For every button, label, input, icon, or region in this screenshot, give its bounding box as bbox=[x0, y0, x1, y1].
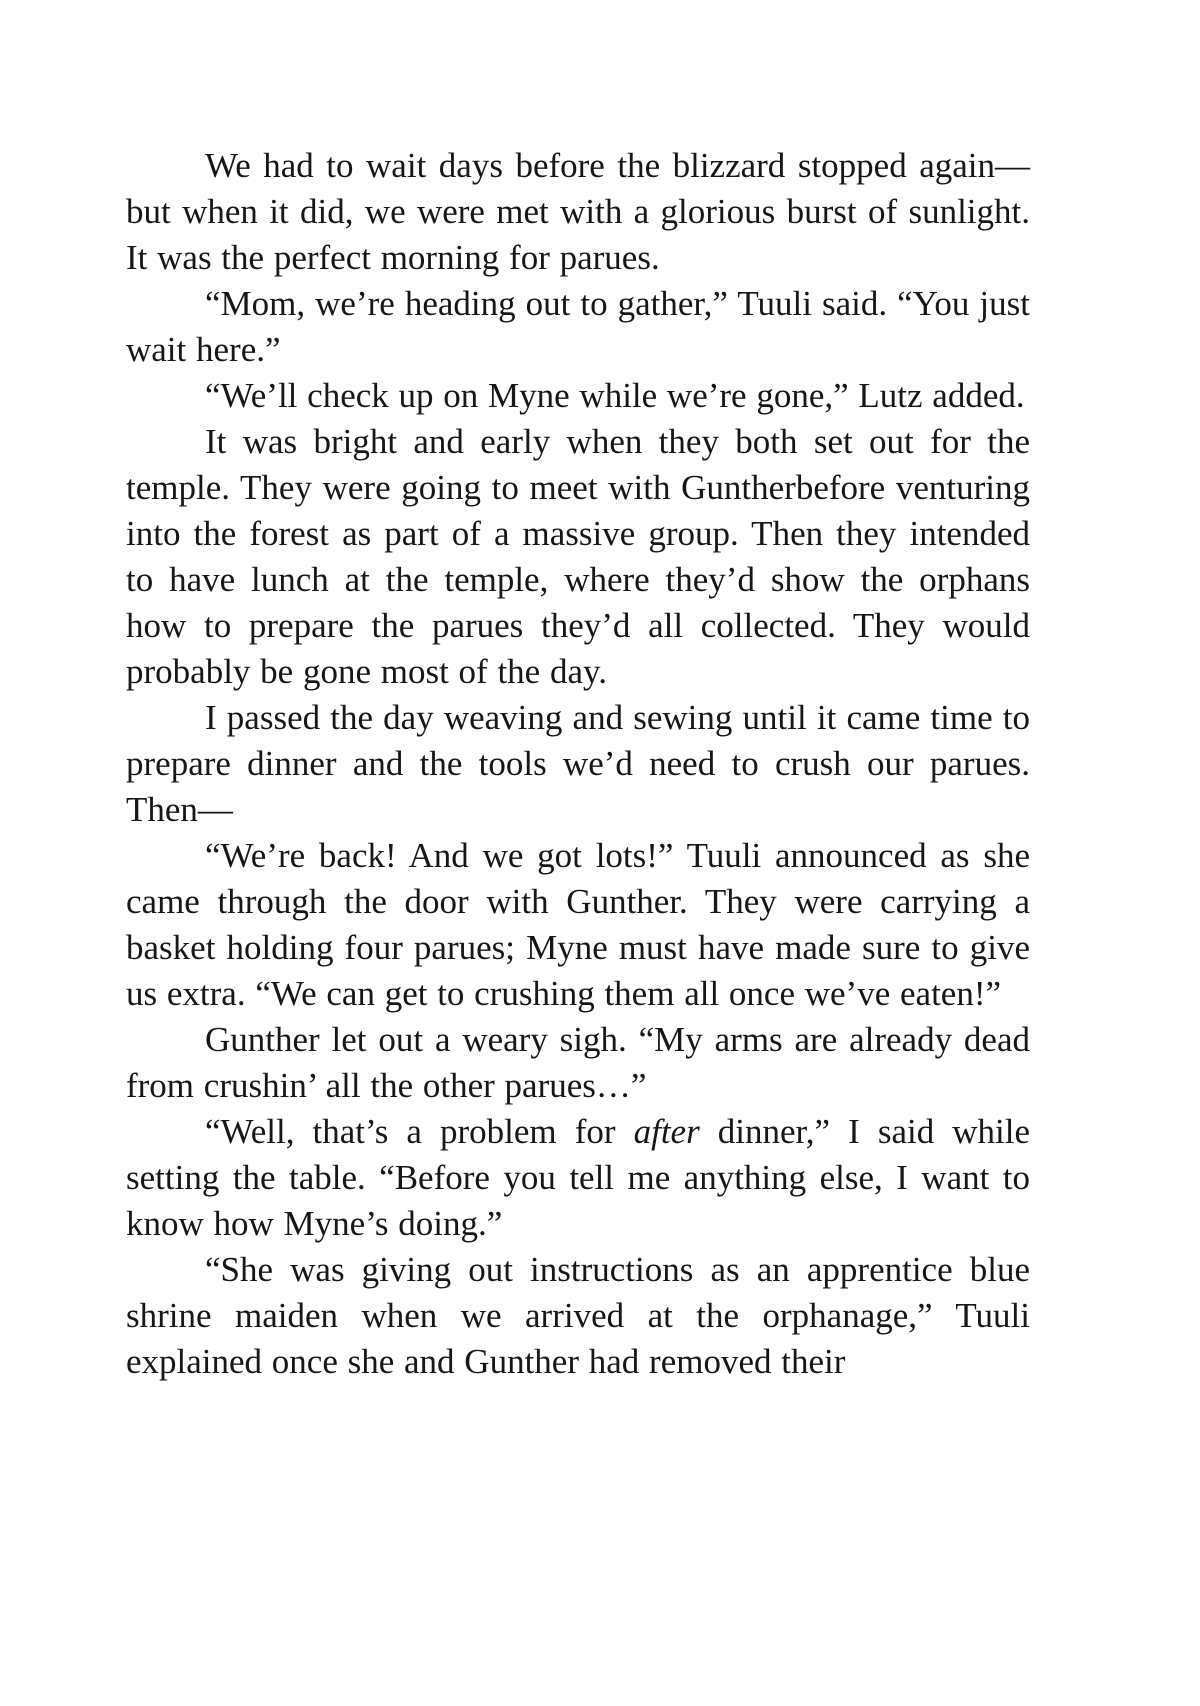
text-segment: It was bright and early when they both set out for the temple. They were going to meet with Guntherbefore venturing into the forest as part of a massive group. Then they intended to have lunch at the temple, where they’d show the orphans how to prepare the parues they’d all collected. They would probably be gone most of the day. bbox=[126, 422, 1030, 691]
paragraph bbox=[126, 833, 1030, 1017]
text-segment: Gunther let out a weary sigh. “My arms are already dead from crushin’ all the other parues…” bbox=[126, 1020, 1030, 1105]
paragraph bbox=[126, 281, 1030, 373]
text-segment: “We’re back! And we got lots!” Tuuli announced as she came through the door with Gunther. They were carrying a basket holding four parues; Myne must have made sure to give us extra. “We can get to crushing them all once we’ve eaten!” bbox=[126, 836, 1030, 1013]
paragraph bbox=[126, 143, 1030, 281]
paragraph bbox=[126, 373, 1030, 419]
paragraph bbox=[126, 1109, 1030, 1247]
paragraph bbox=[126, 1247, 1030, 1385]
text-segment: I passed the day weaving and sewing until it came time to prepare dinner and the tools we’d need to crush our parues. Then— bbox=[126, 698, 1030, 829]
text-segment: dinner,” I said while setting the table. “Before you tell me anything else, I want to know how Myne’s doing.” bbox=[126, 1112, 1031, 1243]
text-segment: “She was giving out instructions as an apprentice blue shrine maiden when we arrived at the orphanage,” Tuuli explained once she and Gunther had removed their bbox=[126, 1250, 1030, 1381]
text-segment: “Mom, we’re heading out to gather,” Tuuli said. “You just wait here.” bbox=[126, 284, 1030, 369]
text-segment: We had to wait days before the blizzard stopped again—but when it did, we were met with a glorious burst of sunlight. It was the perfect morning for parues. bbox=[126, 146, 1030, 277]
text-segment: “Well, that’s a problem for bbox=[205, 1112, 634, 1151]
paragraph bbox=[126, 1017, 1030, 1109]
text-segment: “We’ll check up on Myne while we’re gone,” Lutz added. bbox=[205, 376, 1025, 415]
paragraph bbox=[126, 419, 1030, 695]
text-block bbox=[126, 143, 1030, 1385]
italic-text-segment: after bbox=[633, 1112, 700, 1151]
paragraph bbox=[126, 695, 1030, 833]
